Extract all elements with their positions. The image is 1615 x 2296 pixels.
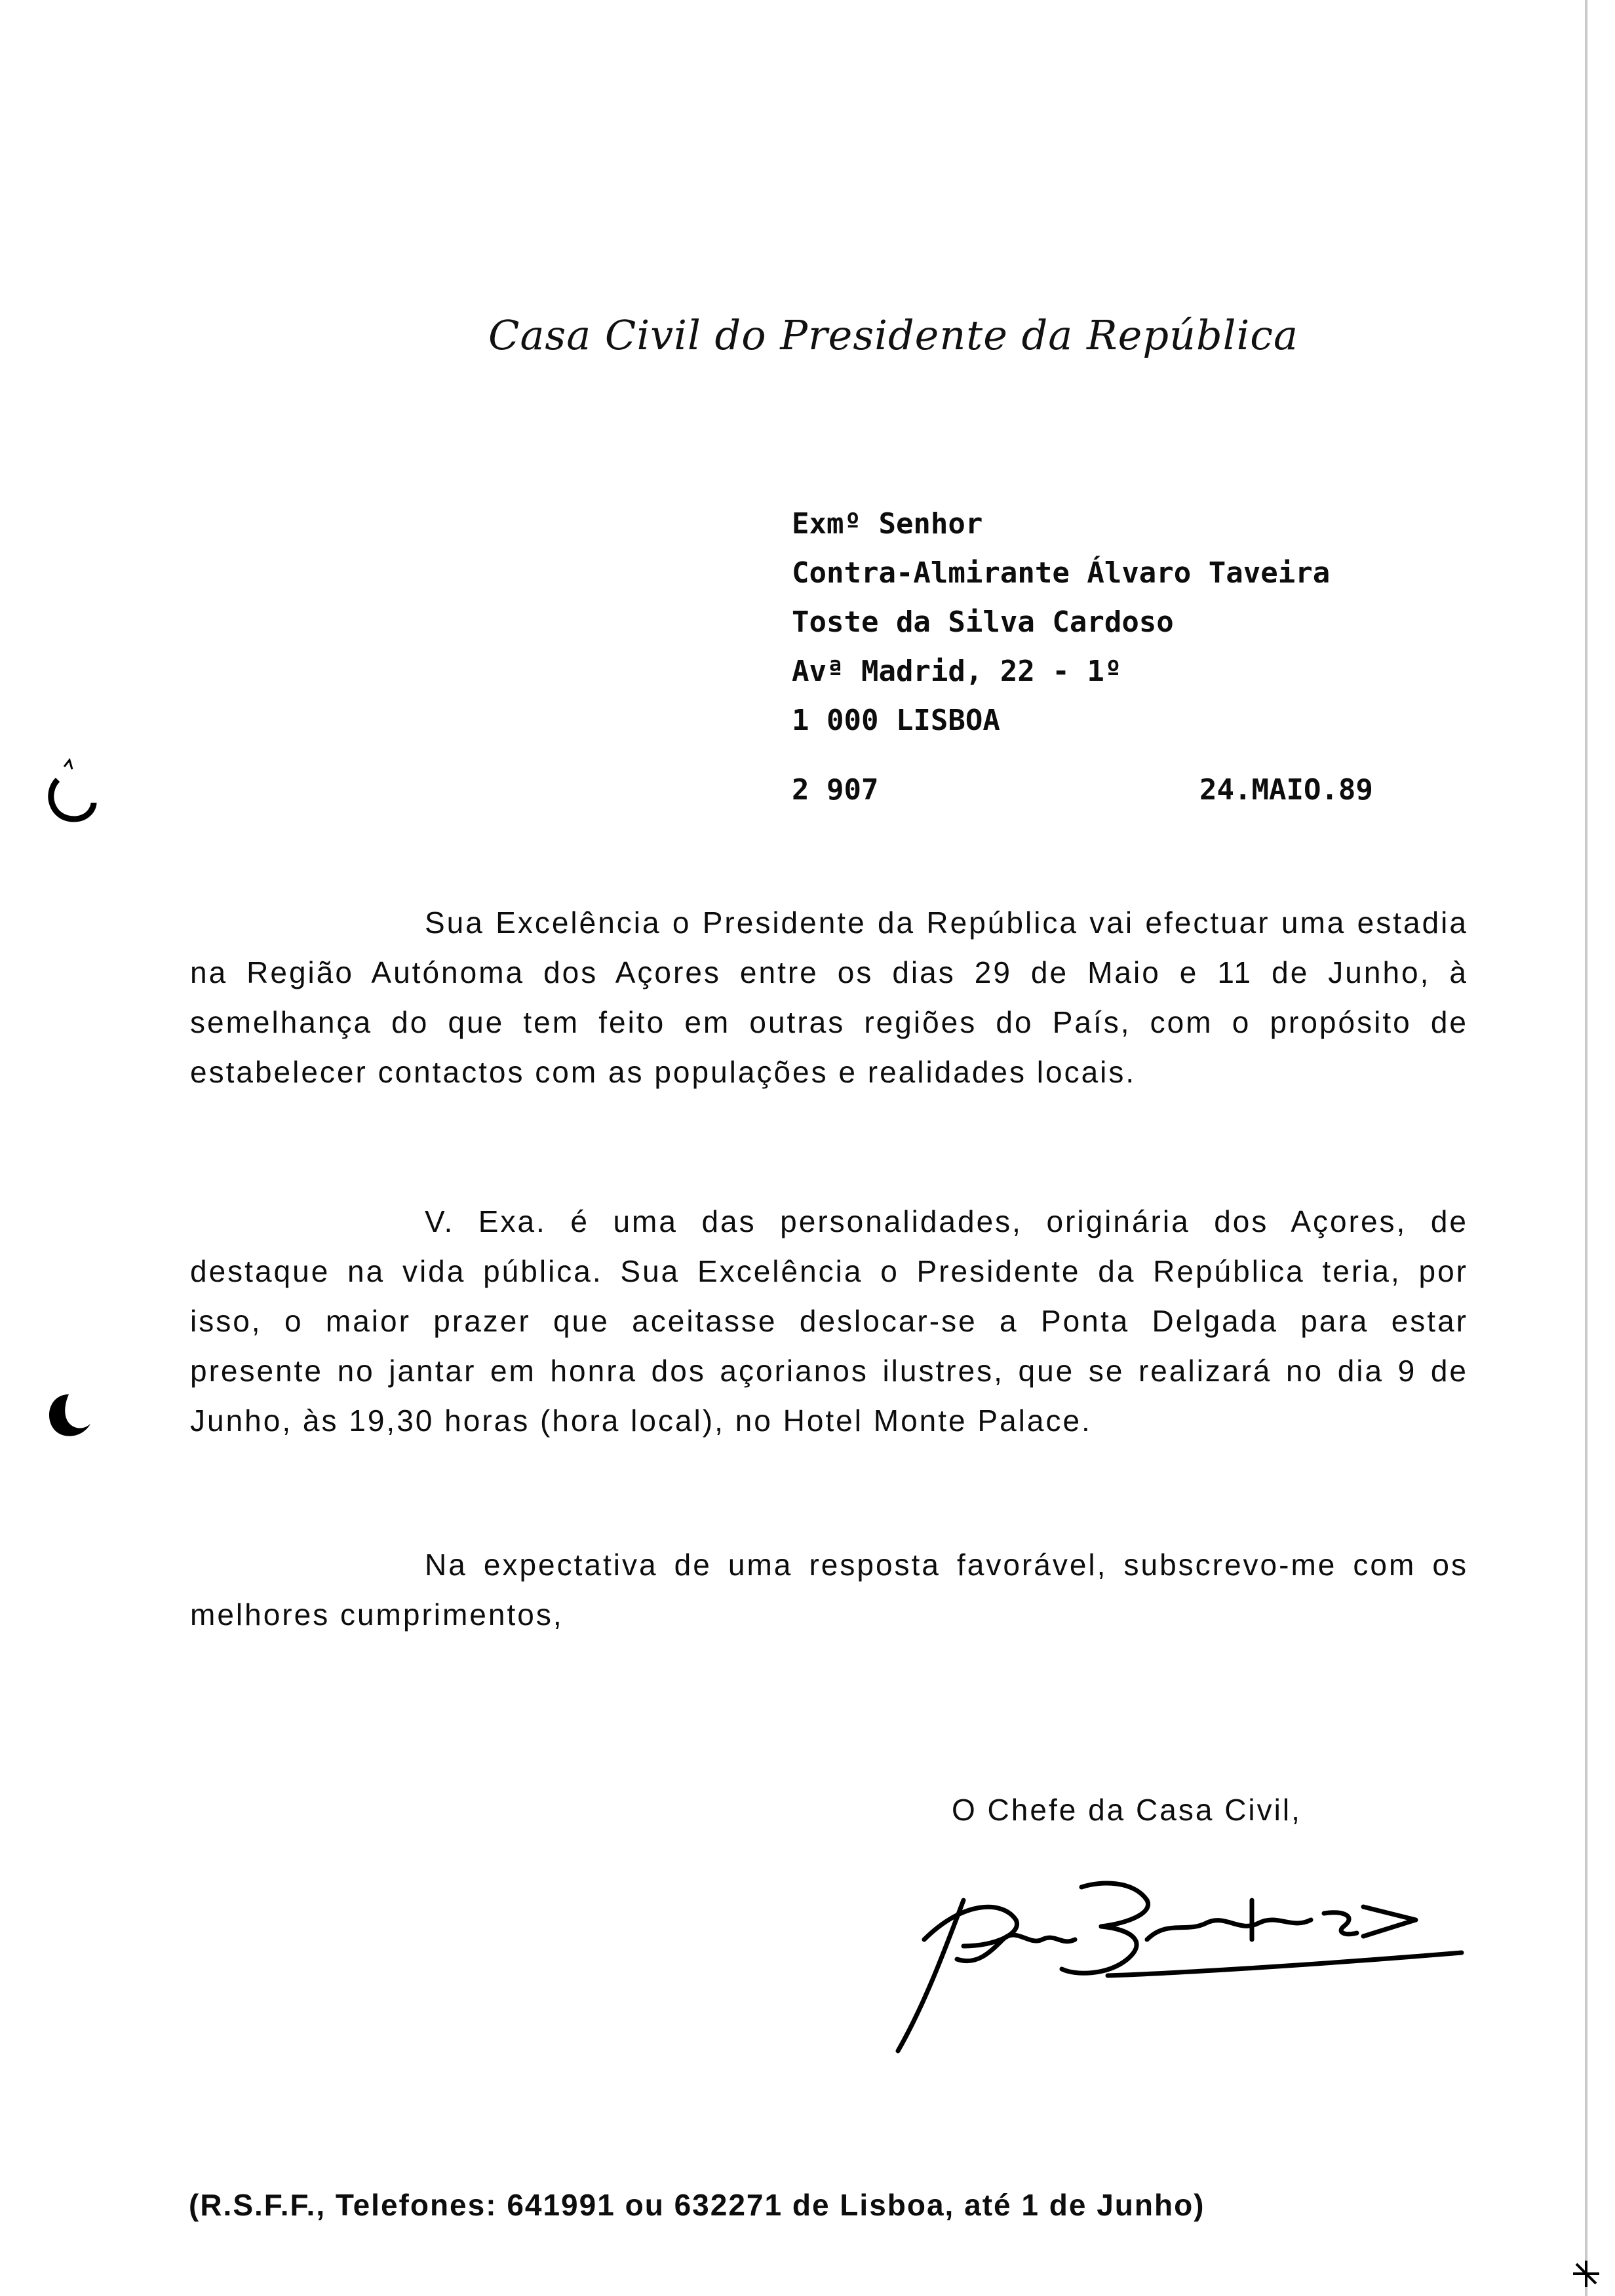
letter-date: 24.MAIO.89 [1199,773,1373,807]
body-paragraph [190,1196,1468,1445]
handwritten-signature [885,1861,1475,2057]
address-line: Avª Madrid, 22 - 1º [792,655,1122,688]
punch-hole-bottom [39,1388,98,1447]
address-line: Exmº Senhor [792,507,983,541]
recipient-address [792,499,1447,745]
body-paragraph [190,1540,1468,1639]
paragraph-text: Sua Excelência o Presidente da República vai efectuar uma estadia na Região Autónoma dos Açores entre os dias 29 de Maio e 11 de Junho, à semelhança do que tem feito em outras regiões do País, com o propósito de estabelecer contactos com as populações e realidades locais. [190,906,1468,1089]
body-paragraph [190,898,1468,1097]
address-line: Contra-Almirante Álvaro Taveira [792,556,1331,590]
scan-artifact [1566,2254,1606,2293]
page-edge-line [1585,0,1587,2296]
address-line: Toste da Silva Cardoso [792,605,1174,639]
paragraph-text: V. Exa. é uma das personalidades, originária dos Açores, de destaque na vida pública. Sua Excelência o Presidente da República teria, por isso, o maior prazer que aceitasse deslocar-se a Ponta Delgada para estar presente no jantar em honra dos açorianos ilustres, que se realizará no dia 9 de Junho, às 19,30 horas (hora local), no Hotel Monte Palace. [190,1204,1468,1438]
letterhead: Casa Civil do Presidente da República [488,311,1298,359]
punch-hole-top [38,754,97,826]
closing-title: O Chefe da Casa Civil, [952,1793,1302,1827]
address-line: 1 000 LISBOA [792,704,1000,737]
paragraph-text: Na expectativa de uma resposta favorável, subscrevo-me com os melhores cumprimentos, [190,1548,1468,1632]
reference-number: 2 907 [792,773,879,807]
footer-note: (R.S.F.F., Telefones: 641991 ou 632271 de Lisboa, até 1 de Junho) [189,2188,1205,2222]
